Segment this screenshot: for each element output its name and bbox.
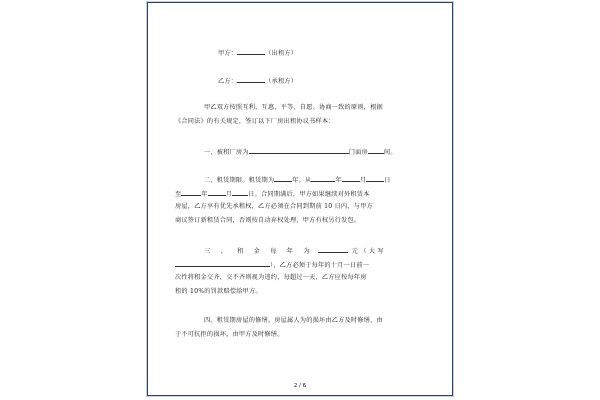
- intro-line-2: 《合同法》的有关规定，签订以下厂房出租协议书样本：: [175, 118, 335, 125]
- clause-1-blank-1: [249, 147, 349, 154]
- clause-2-blank-6: [208, 189, 226, 196]
- clause-2-text-c: 年: [335, 177, 342, 184]
- clause-3-text-c: ），乙方必须于每年的十月一日前一: [270, 262, 370, 269]
- clause-2-line-4: 商议签订新租赁合同，否则按自动弃权处理，甲方有权另行发包。: [175, 217, 361, 224]
- clause-1-blank-2: [368, 147, 384, 154]
- clause-3-blank-2: [175, 260, 270, 267]
- clause-2-text-h: 月: [225, 191, 233, 198]
- intro-line-1: 甲乙双方按照互利、互惠、平等、自愿、协商一致的原则，根据: [204, 104, 383, 111]
- party-a-role: （出租方）: [265, 50, 298, 57]
- party-b-label: 乙方：: [218, 78, 238, 85]
- clause-2-line-2: [175, 189, 370, 199]
- clause-2-blank-5: [181, 189, 201, 196]
- party-b-blank: [237, 76, 265, 83]
- clause-3-line-2: [175, 260, 369, 270]
- clause-3-text-a: 三 、 租 金 每 年 为: [204, 248, 314, 255]
- clause-2-text-d: 月: [359, 177, 367, 184]
- page-number: 2 / 6: [293, 383, 307, 389]
- clause-1-text-b: 门面房: [348, 149, 368, 156]
- clause-3-line-1: [204, 246, 384, 256]
- clause-2-blank-2: [311, 175, 335, 182]
- party-a-label: 甲方：: [218, 50, 238, 57]
- clause-2-line-1: [204, 175, 391, 185]
- party-a-blank: [237, 48, 265, 55]
- party-b-role: （承租方）: [265, 78, 298, 85]
- clause-2-text-g: 年: [201, 191, 208, 198]
- clause-3-line-3: 次性将租金交齐，交不齐则视为违约，每超过一天，乙方应按每年房: [175, 274, 367, 281]
- clause-3-blank-1: [318, 246, 348, 253]
- clause-2-blank-3: [342, 175, 360, 182]
- clause-1-text-c: 间。: [383, 149, 397, 156]
- clause-2-line-3: 房屋，乙方享有优先承租权，乙方必须在合同到期前 10 日内，与甲方: [175, 203, 373, 210]
- clause-4-line-2: 于不可抗拒的损坏，由甲方及时修缮。: [175, 331, 284, 338]
- clause-2-text-a: 二、租赁期限。租赁期为: [204, 177, 275, 184]
- clause-2-text-b: 年。从: [292, 177, 312, 184]
- clause-2-text-i: 日。合同期满后，甲方如果继续对外租赁本: [248, 191, 370, 198]
- clause-1-text-a: 一、被租厂房为: [204, 149, 249, 156]
- clause-2-text-f: 至: [175, 191, 182, 198]
- party-b-line: [218, 76, 297, 86]
- clause-4-line-1: 四、租赁期房屋的修缮。房屋属人为的损坏由乙方及时修缮，由: [204, 317, 383, 324]
- clause-3-line-4: 租的 10%的罚款赔偿给甲方。: [175, 288, 262, 295]
- party-a-line: [218, 48, 297, 58]
- document-page: [147, 2, 453, 396]
- clause-2-blank-7: [232, 189, 248, 196]
- clause-2-blank-4: [366, 175, 384, 182]
- clause-3-text-b: 元 （ 大 写: [351, 248, 384, 255]
- clause-2-text-e: 日: [384, 177, 391, 184]
- clause-1: [204, 147, 397, 157]
- clause-2-blank-1: [274, 175, 292, 182]
